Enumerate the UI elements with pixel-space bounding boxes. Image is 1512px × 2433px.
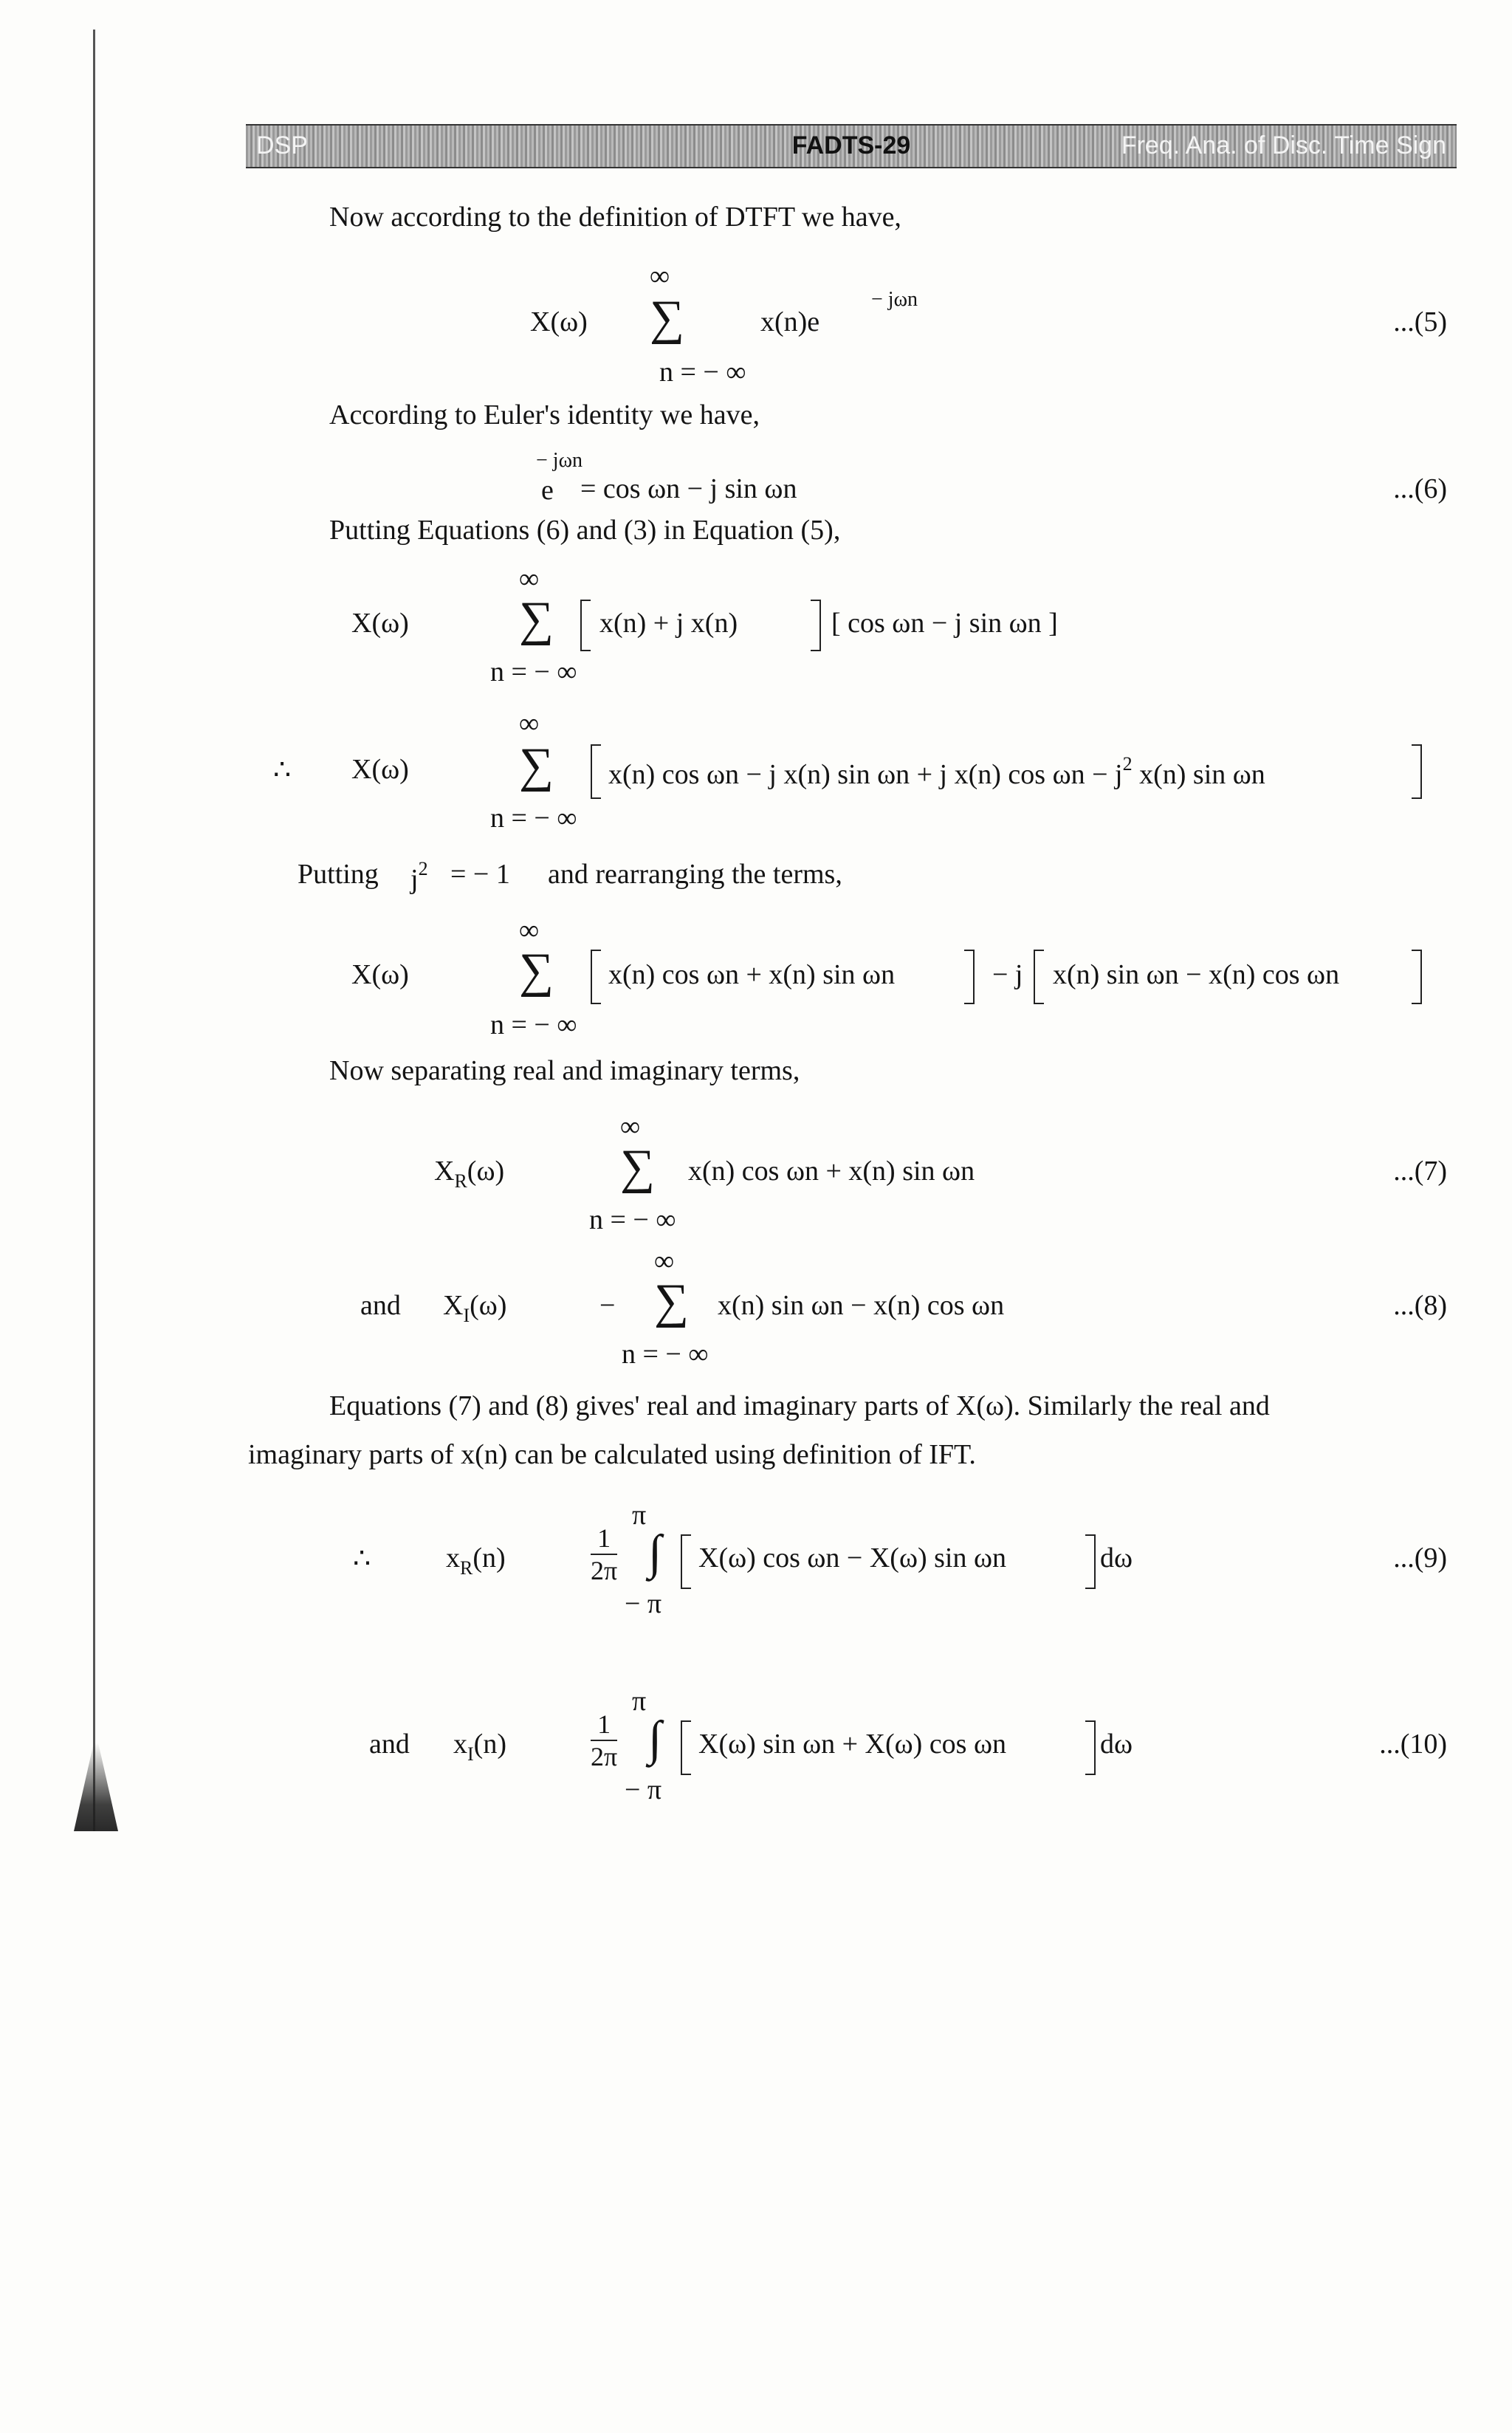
eq7-lower-limit: n = − ∞ — [589, 1204, 676, 1235]
eq10-lower-limit: − π — [625, 1774, 662, 1805]
line3-part-b: x(n) sin ωn − x(n) cos ωn — [1053, 959, 1340, 990]
eq10-body: X(ω) sin ωn + X(ω) cos ωn — [698, 1729, 1006, 1760]
eq10-bracket-left — [681, 1720, 691, 1775]
line3-bracket-b-left — [1034, 950, 1044, 1004]
j2-symbol: $j^2$ — [410, 858, 428, 895]
eq9-body: X(ω) cos ωn − X(ω) sin ωn — [698, 1542, 1006, 1574]
eq10-fraction: $\frac{1}{2\pi}$ — [591, 1709, 618, 1771]
line2-upper-limit: ∞ — [519, 708, 540, 739]
line2-lower-limit: n = − ∞ — [490, 803, 577, 834]
eq5-number: ...(5) — [1393, 306, 1447, 337]
eq10-dw: dω — [1100, 1729, 1133, 1760]
eq9-lower-limit: − π — [625, 1588, 662, 1619]
eq10-lhs: $x_I(n)$ — [453, 1729, 528, 1765]
j2-value: = − 1 — [450, 859, 510, 890]
eq6-number: ...(6) — [1393, 473, 1447, 504]
line3-sum-symbol: ∑ — [519, 944, 554, 998]
eq6-body: = cos ωn − j sin ωn — [580, 473, 797, 504]
eq8-upper-limit: ∞ — [654, 1246, 675, 1277]
line1-trig: [ cos ωn − j sin ωn ] — [831, 608, 1058, 639]
line2-therefore: ∴ — [273, 755, 292, 786]
line1-upper-limit: ∞ — [519, 563, 540, 594]
eq9-integral-symbol: ∫ — [648, 1526, 662, 1579]
eq5-lower-limit: n = − ∞ — [659, 357, 746, 388]
binding-shadow — [74, 1743, 118, 1831]
eq5-body: x(n)e — [760, 306, 820, 337]
eq10-bracket-right — [1085, 1720, 1096, 1775]
eq9-fraction: $\frac{1}{2\pi}$ — [591, 1523, 618, 1585]
eq10-number: ...(10) — [1379, 1729, 1447, 1760]
eq7-sum-symbol: ∑ — [620, 1140, 656, 1194]
paragraph-line-1: Equations (7) and (8) gives' real and imaginary parts of X(ω). Similarly the real and — [329, 1390, 1270, 1421]
line2-bracket-left — [591, 744, 601, 799]
separating-text: Now separating real and imaginary terms, — [329, 1055, 800, 1086]
eq5-lhs: X(ω) — [530, 306, 588, 337]
eq9-therefore: ∴ — [353, 1543, 371, 1574]
line3-bracket-right — [1412, 950, 1422, 1004]
line2-sum-symbol: ∑ — [519, 738, 554, 792]
eq8-number: ...(8) — [1393, 1290, 1447, 1321]
eq9-dw: dω — [1100, 1542, 1133, 1574]
line1-bracket-right — [811, 600, 821, 651]
eq5-upper-limit: ∞ — [650, 261, 670, 292]
eq9-bracket-left — [681, 1534, 691, 1589]
eq7-lhs: $X_R(\omega)$ — [434, 1156, 526, 1192]
eq8-lower-limit: n = − ∞ — [622, 1339, 709, 1370]
line3-bracket-left — [591, 950, 601, 1004]
eq8-body: x(n) sin ωn − x(n) cos ωn — [718, 1290, 1005, 1321]
line1-lower-limit: n = − ∞ — [490, 656, 577, 687]
eq8-minus: − — [599, 1290, 616, 1321]
eq9-upper-limit: π — [632, 1500, 647, 1531]
eq5-exponent: − jωn — [871, 288, 918, 311]
eq7-body: x(n) cos ωn + x(n) sin ωn — [688, 1156, 975, 1187]
eq5-sum-symbol: ∑ — [650, 291, 685, 345]
eq7-upper-limit: ∞ — [620, 1111, 641, 1142]
line3-lower-limit: n = − ∞ — [490, 1009, 577, 1040]
eq6-exponent: − jωn — [536, 449, 583, 472]
euler-intro-text: According to Euler's identity we have, — [329, 399, 760, 430]
intro-dtft-text: Now according to the definition of DTFT we have, — [329, 202, 901, 233]
line1-lhs: X(ω) — [351, 608, 409, 639]
eq10-integral-symbol: ∫ — [648, 1712, 662, 1765]
eq9-number: ...(9) — [1393, 1542, 1447, 1574]
putting-j2-text: Putting — [298, 859, 379, 890]
header-page-id: FADTS-29 — [791, 131, 911, 159]
eq6-e: e — [541, 475, 554, 506]
line1-sum-symbol: ∑ — [519, 592, 554, 646]
line2-body: x(n) cos ωn − j x(n) sin ωn + j x(n) $\cos \omega n - j^2$ x(n) sin ωn — [608, 753, 1265, 790]
paragraph-line-2: imaginary parts of x(n) can be calculated using definition of IFT. — [248, 1439, 976, 1470]
line3-upper-limit: ∞ — [519, 915, 540, 946]
line2-bracket-right — [1412, 744, 1422, 799]
line3-minus-j: − j — [992, 959, 1023, 990]
putting-equations-text: Putting Equations (6) and (3) in Equation (5), — [329, 515, 841, 546]
eq8-and: and — [360, 1290, 401, 1321]
eq10-and: and — [369, 1729, 410, 1760]
line1-body: x(n) + j x(n) — [599, 608, 738, 639]
j2-rest-text: and rearranging the terms, — [548, 859, 842, 890]
page-binding-line — [93, 30, 95, 1831]
line3-bracket-a-right — [964, 950, 975, 1004]
header-left: DSP — [256, 131, 308, 159]
eq8-lhs: $X_I(\omega)$ — [443, 1290, 528, 1326]
header-chapter: Freq. Ana. of Disc. Time Sign — [1121, 131, 1446, 159]
eq9-lhs: $x_R(n)$ — [446, 1542, 527, 1579]
running-header — [246, 124, 1457, 168]
eq8-sum-symbol: ∑ — [654, 1274, 690, 1328]
line1-bracket-left — [580, 600, 591, 651]
eq9-bracket-right — [1085, 1534, 1096, 1589]
line3-part-a: x(n) cos ωn + x(n) sin ωn — [608, 959, 896, 990]
line2-lhs: X(ω) — [351, 754, 409, 785]
eq10-upper-limit: π — [632, 1686, 647, 1717]
eq7-number: ...(7) — [1393, 1156, 1447, 1187]
line3-lhs: X(ω) — [351, 959, 409, 990]
